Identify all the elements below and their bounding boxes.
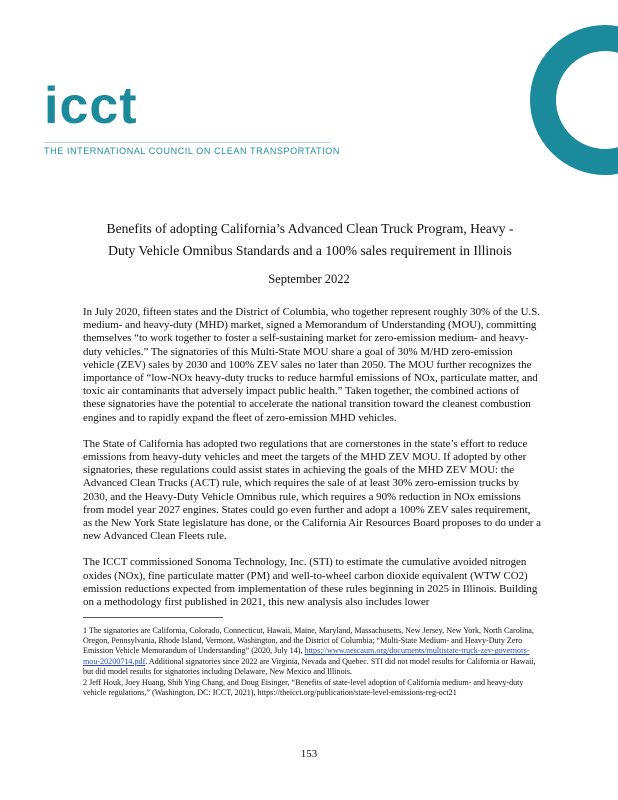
document-date: September 2022 [268, 272, 350, 286]
footnote-1-tail: . Additional signatories since 2022 are Virginia, Nevada and Quebec. STI did not model results for California or Hawaii, but did model results for signatories including Delaware, New Mexico and Illinois. [83, 656, 536, 676]
organization-name: THE INTERNATIONAL COUNCIL ON CLEAN TRANSPORTATION [44, 146, 340, 156]
footnote-1 [83, 626, 545, 677]
paragraph-1: In July 2020, fifteen states and the District of Columbia, who together represent roughly 30% of the U.S. medium- and heavy-duty (MHD) market, signed a Memorandum of Understanding (MOU), committing themselves “to work together to foster a self-sustaining market for zero-emission medium- and heavy-duty vehicles.” The signatories of this Multi-State MOU share a goal of 30% M/HD zero-emission vehicle (ZEV) sales by 2030 and 100% ZEV sales no later than 2050. The MOU further recognizes the importance of “low-NOx heavy-duty trucks to reduce harmful emissions of NOx, particulate matter, and toxic air contaminants that adversely impact public health.” Taken together, the combined actions of these signatories have the potential to accelerate the national transition toward the cleanest combustion engines and to rapidly expand the fleet of zero-emission MHD vehicles. [83, 306, 541, 424]
page-number: 153 [300, 748, 318, 760]
brand-arc-graphic [520, 15, 618, 185]
footnote-1-link[interactable]: https://www.nescaum.org/documents/multistate-truck-zev-governors-mou-20200714.pdf [83, 646, 530, 666]
document-title [70, 218, 550, 262]
footnote-1-text: 1 The signatories are California, Colorado, Connecticut, Hawaii, Maine, Maryland, Massachusetts, New Jersey, New York, North Carolina, Oregon, Pennsylvania, Rhode Island, Vermont, Washington, and the District of Columbia; “Multi-State Medium- and Heavy-Duty Zero Emission Vehicle Memorandum of Understanding” (2020, July 14), [83, 626, 534, 656]
document-body [83, 306, 541, 622]
icct-logo: icct [44, 77, 138, 135]
paragraph-2: The State of California has adopted two regulations that are cornerstones in the state’s effort to reduce emissions from heavy-duty vehicles and meet the targets of the MHD ZEV MOU. If adopted by other signatories, these regulations could assist states in achieving the goals of the MHD ZEV MOU: the Advanced Clean Trucks (ACT) rule, which requires the sale of at least 30% zero-emission trucks by 2030, and the Heavy-Duty Vehicle Omnibus rule, which requires a 90% reduction in NOx emissions from model year 2027 engines. States could go even further and adopt a 100% ZEV sales requirement, as the New York State legislature has done, or the California Air Resources Board proposes to do under a new Advanced Clean Fleets rule. [83, 437, 541, 543]
footnote-divider [83, 617, 223, 618]
title-line-2: Duty Vehicle Omnibus Standards and a 100% sales requirement in Illinois [108, 243, 512, 258]
footnote-2: 2 Jeff Houk, Joey Huang, Shih Ying Chang, and Doug Eisinger, “Benefits of state-level adoption of California medium- and heavy-duty vehicle regulations,” (Washington, DC: ICCT, 2021), https://theicct.org/publication/state-level-emissions-reg-oct21 [83, 678, 524, 698]
logo-divider [44, 142, 330, 143]
paragraph-3: The ICCT commissioned Sonoma Technology, Inc. (STI) to estimate the cumulative avoided nitrogen oxides (NOx), fine particulate matter (PM) and well-to-wheel carbon dioxide equivalent (WTW CO2) emission reductions expected from implementation of these rules beginning in 2025 in Illinois. Building on a methodology first published in 2021, this new analysis also includes lower [83, 556, 538, 609]
title-line-1: Benefits of adopting California’s Advanced Clean Truck Program, Heavy - [106, 221, 514, 236]
footnotes [83, 626, 545, 699]
